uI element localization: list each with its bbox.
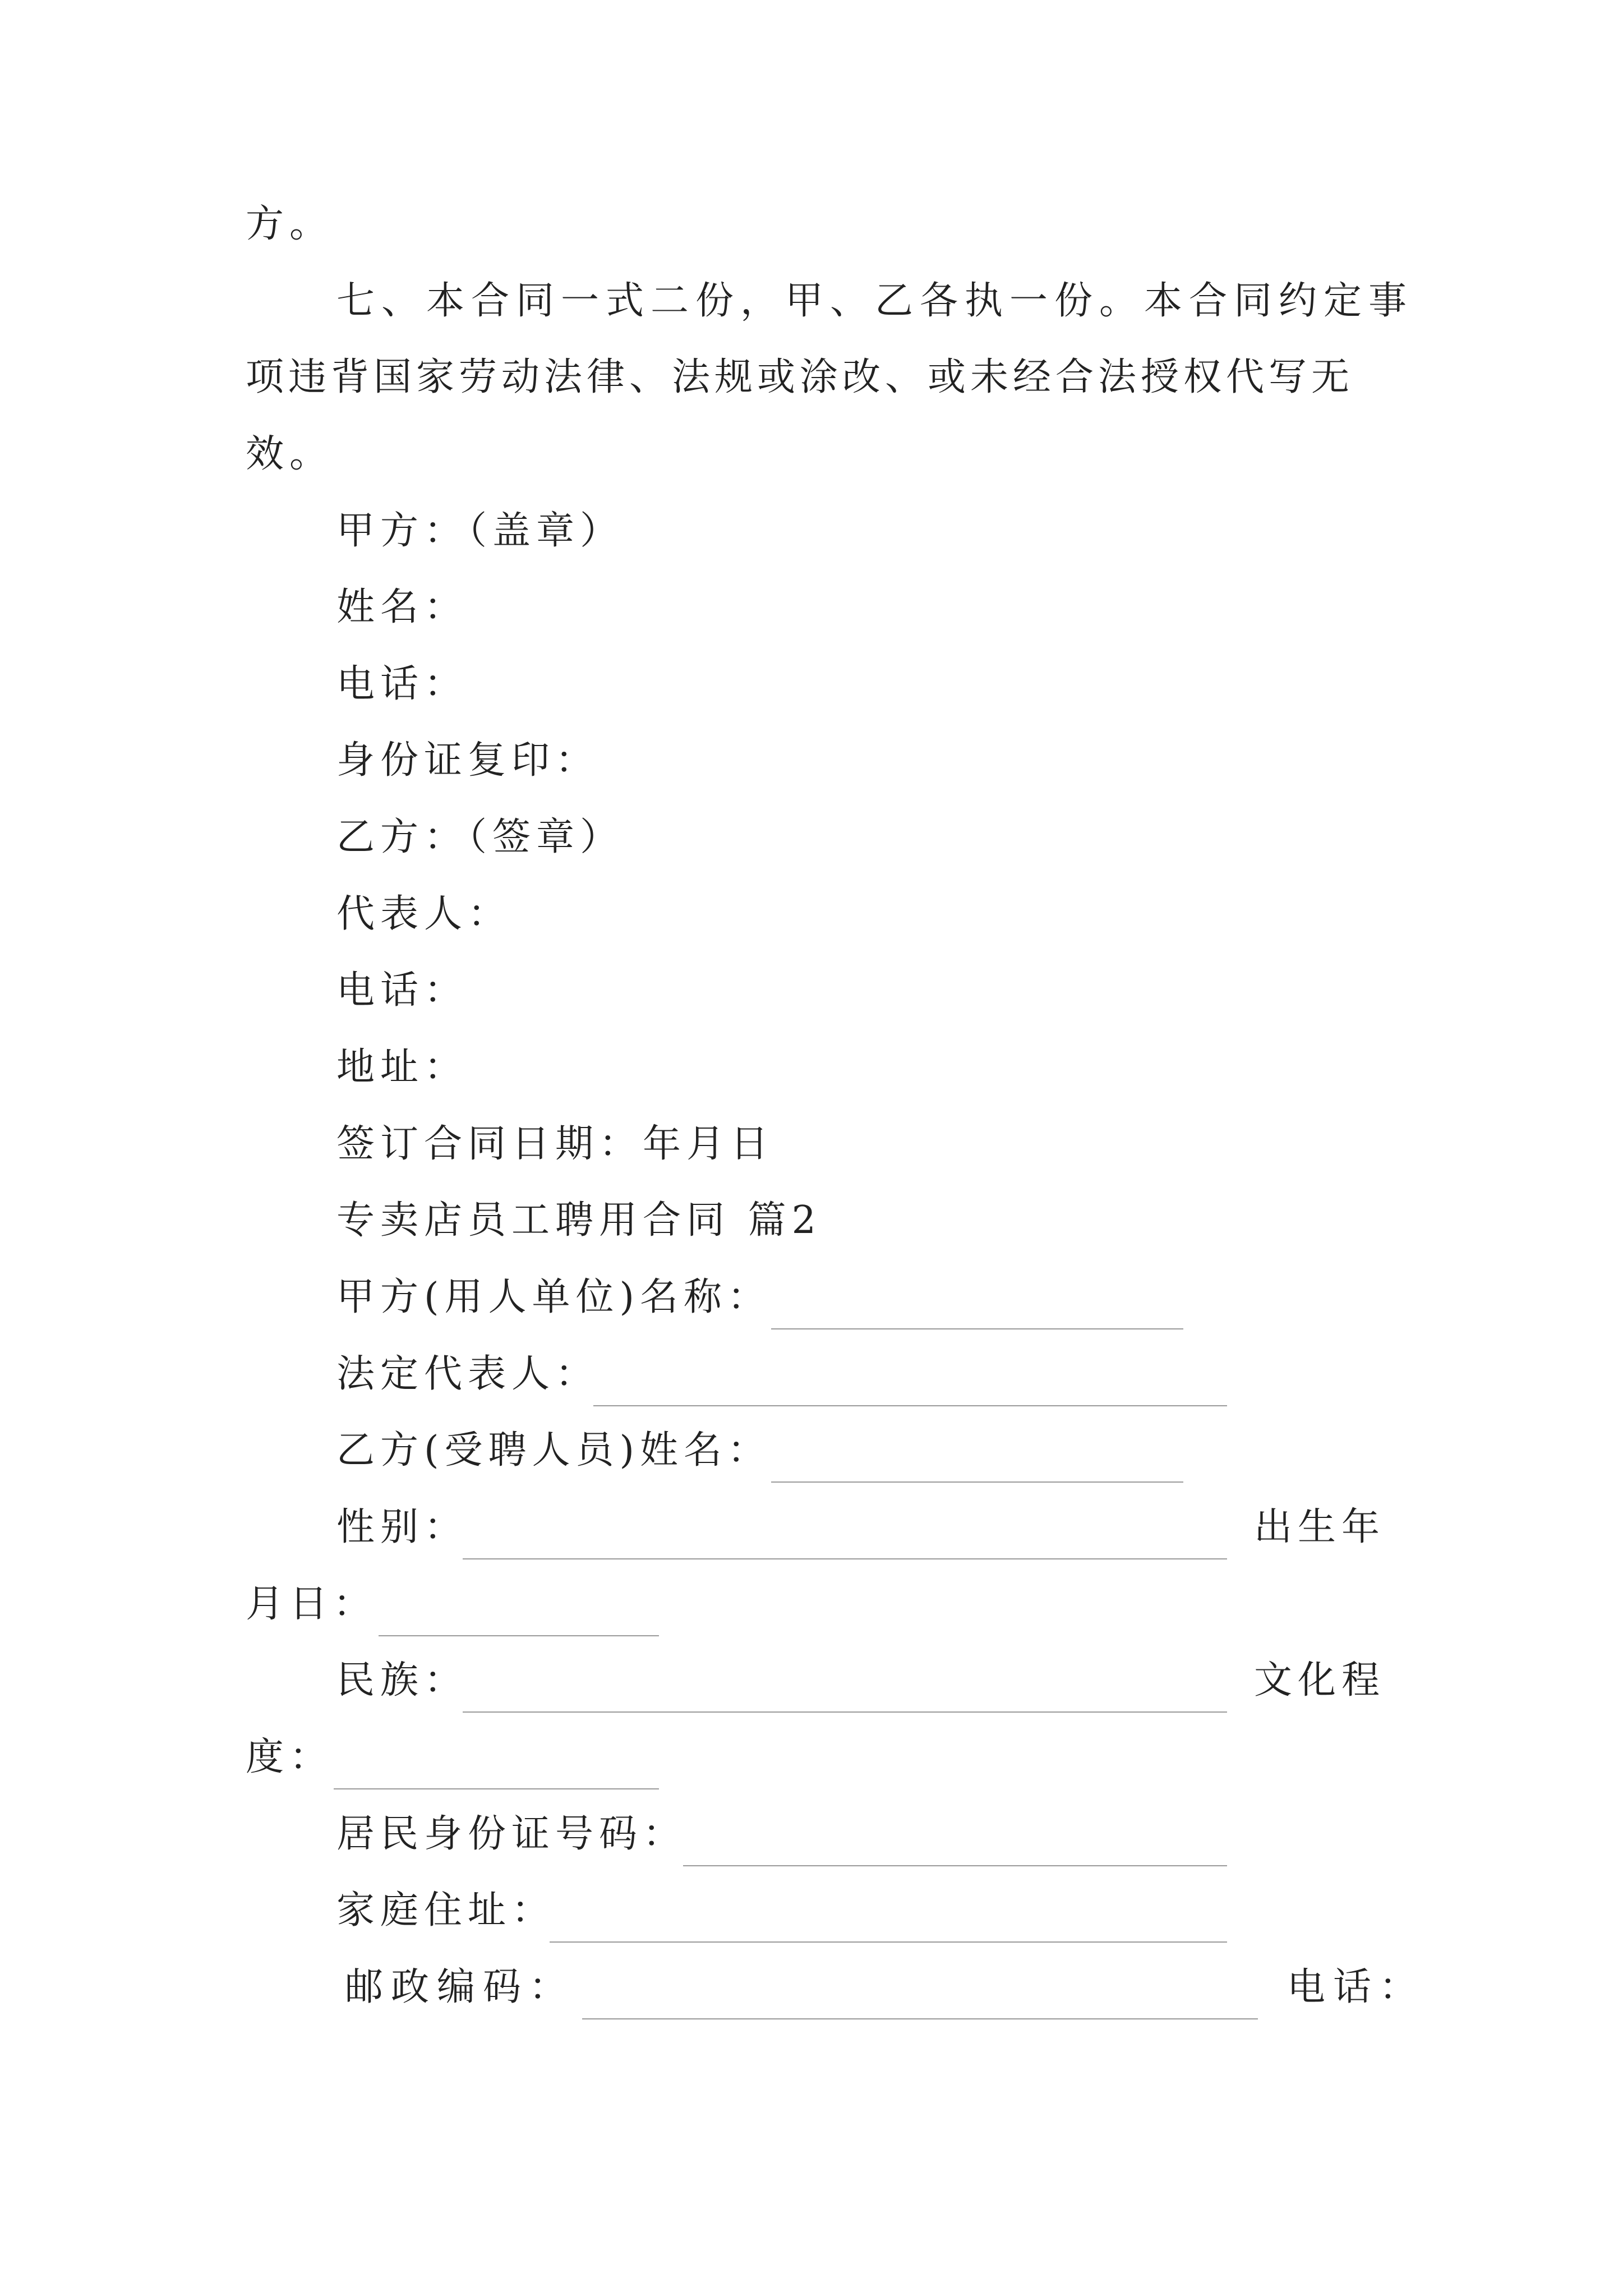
party-b-representative: 代表人： [336, 892, 512, 936]
birth-date-blank [379, 1635, 659, 1636]
legal-rep-label: 法定代表人： [336, 1352, 600, 1396]
party-a-id-copy: 身份证复印： [336, 738, 600, 783]
id-number-blank [683, 1865, 1227, 1866]
id-number-label: 居民身份证号码： [336, 1812, 687, 1856]
postal-code-label: 邮政编码： [345, 1965, 575, 2009]
education-blank [334, 1788, 659, 1789]
education-label-continued: 度： [246, 1735, 334, 1779]
employer-name-blank [771, 1328, 1183, 1329]
phone-label: 电话： [1287, 1965, 1426, 2009]
clause-seven-line-3: 效。 [246, 432, 334, 476]
gender-label: 性别： [336, 1505, 468, 1549]
party-b-seal: 乙方：（签章） [336, 815, 624, 859]
employee-name-blank [771, 1481, 1183, 1483]
education-label: 文化程 [1254, 1658, 1386, 1703]
employee-name-label: 乙方(受聘人员)姓名： [336, 1428, 772, 1473]
home-address-blank [550, 1941, 1227, 1943]
clause-seven-line-2: 项违背国家劳动法律、法规或涂改、或未经合法授权代写无 [246, 355, 1354, 399]
party-b-phone: 电话： [336, 968, 468, 1013]
contract-2-heading: 专卖店员工聘用合同 篇2 [336, 1198, 822, 1243]
party-b-address: 地址： [336, 1045, 468, 1089]
birth-label-continued: 月日： [246, 1582, 377, 1626]
gender-blank [463, 1558, 1227, 1559]
paragraph-continuation: 方。 [246, 202, 334, 246]
party-a-name: 姓名： [336, 585, 468, 629]
legal-rep-blank [593, 1405, 1227, 1406]
sign-date: 签订合同日期：年月日 [336, 1122, 774, 1166]
ethnicity-blank [463, 1711, 1227, 1713]
home-address-label: 家庭住址： [336, 1888, 556, 1932]
clause-seven-line-1: 七、本合同一式二份，甲、乙各执一份。本合同约定事 [336, 279, 1414, 323]
postal-code-blank [582, 2018, 1258, 2019]
party-a-seal: 甲方：（盖章） [336, 509, 624, 553]
birth-label: 出生年 [1254, 1505, 1386, 1549]
ethnicity-label: 民族： [336, 1658, 468, 1703]
employer-name-label: 甲方(用人单位)名称： [336, 1275, 772, 1319]
party-a-phone: 电话： [336, 662, 468, 706]
